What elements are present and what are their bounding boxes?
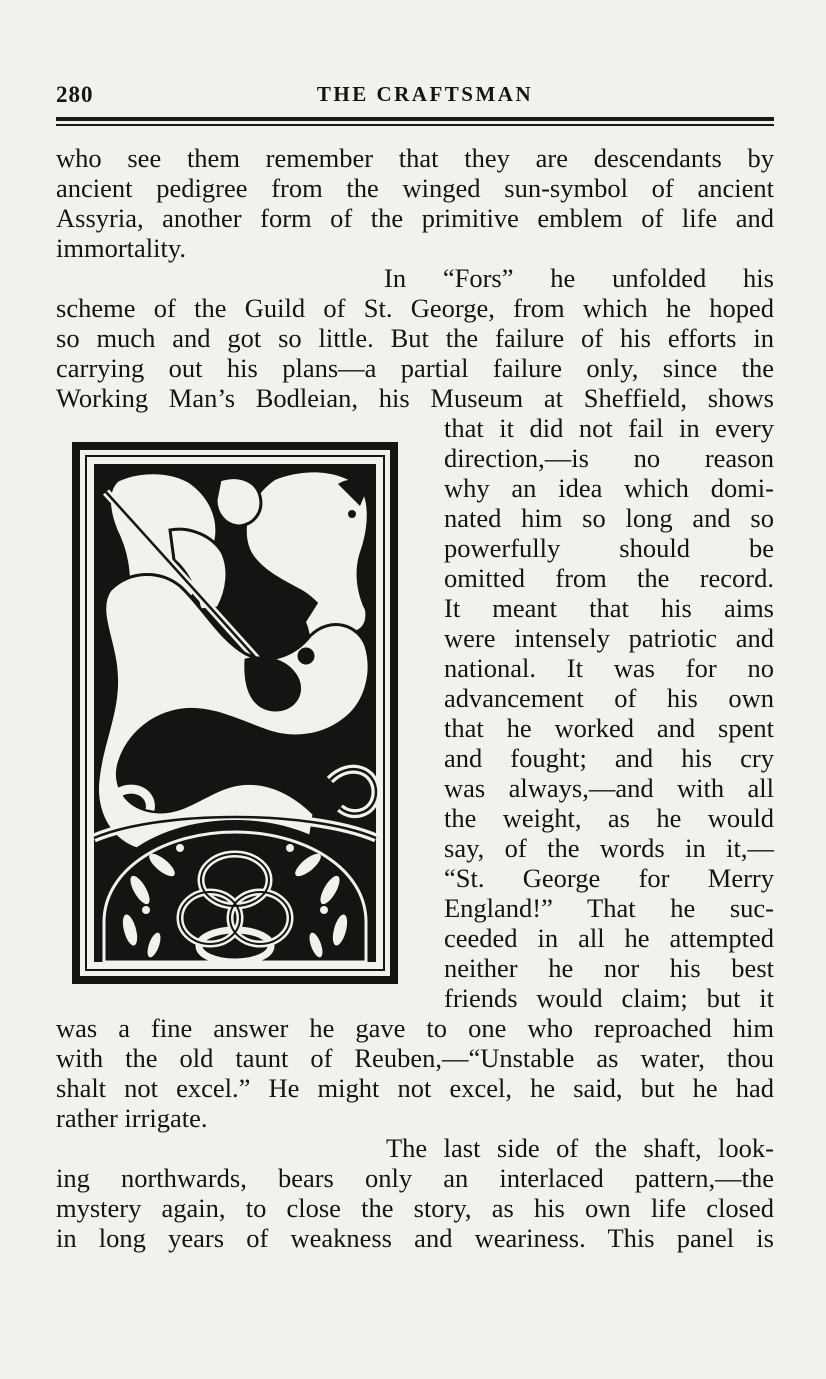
text-line: ing northwards, bears only an interlaced pattern,—the	[56, 1163, 774, 1193]
text-line: England!” That he suc-	[444, 893, 774, 923]
text-line: shalt not excel.” He might not excel, he said, but he had	[56, 1073, 774, 1103]
text-line: In “Fors” he unfolded his	[384, 263, 774, 293]
text-line: friends would claim; but it	[444, 983, 774, 1013]
text-line: ancient pedigree from the winged sun-symbol of ancient	[56, 173, 774, 203]
text-line: immortality.	[56, 233, 187, 263]
text-line: national. It was for no	[444, 653, 774, 683]
text-line: who see them remember that they are descendants by	[56, 143, 774, 173]
text-line: “St. George for Merry	[444, 863, 774, 893]
st-george-woodcut-illustration	[70, 440, 400, 986]
text-line: advancement of his own	[444, 683, 774, 713]
text-line: The last side of the shaft, look-	[386, 1133, 774, 1163]
text-line: carrying out his plans—a partial failure only, since the	[56, 353, 774, 383]
text-line: say, of the words in it,—	[444, 833, 774, 863]
text-line: neither he nor his best	[444, 953, 774, 983]
text-line: that he worked and spent	[444, 713, 774, 743]
text-line: direction,—is no reason	[444, 443, 774, 473]
header-rule	[56, 117, 774, 121]
text-line: Assyria, another form of the primitive emblem of life and	[56, 203, 774, 233]
text-line: was a fine answer he gave to one who reproached him	[56, 1013, 774, 1043]
text-line: powerfully should be	[444, 533, 774, 563]
running-title: THE CRAFTSMAN	[316, 82, 534, 106]
text-line: with the old taunt of Reuben,—“Unstable as water, thou	[56, 1043, 774, 1073]
text-line: that it did not fail in every	[444, 413, 774, 443]
text-line: mystery again, to close the story, as his own life closed	[56, 1193, 774, 1223]
text-line: ceeded in all he attempted	[444, 923, 774, 953]
text-line: the weight, as he would	[444, 803, 774, 833]
text-line: scheme of the Guild of St. George, from which he hoped	[56, 293, 774, 323]
text-line: omitted from the record.	[444, 563, 774, 593]
text-line: why an idea which domi-	[444, 473, 774, 503]
text-line: Working Man’s Bodleian, his Museum at Sheffield, shows	[56, 383, 774, 413]
page-header	[56, 82, 774, 112]
header-rule-thin	[56, 124, 774, 126]
text-line: rather irrigate.	[56, 1103, 208, 1133]
page-number: 280	[56, 82, 94, 107]
text-line: was always,—and with all	[444, 773, 774, 803]
text-line: and fought; and his cry	[444, 743, 774, 773]
text-line: were intensely patriotic and	[444, 623, 774, 653]
text-line: It meant that his aims	[444, 593, 774, 623]
text-line: so much and got so little. But the failure of his efforts in	[56, 323, 774, 353]
text-line: in long years of weakness and weariness. This panel is	[56, 1223, 774, 1253]
text-line: nated him so long and so	[444, 503, 774, 533]
